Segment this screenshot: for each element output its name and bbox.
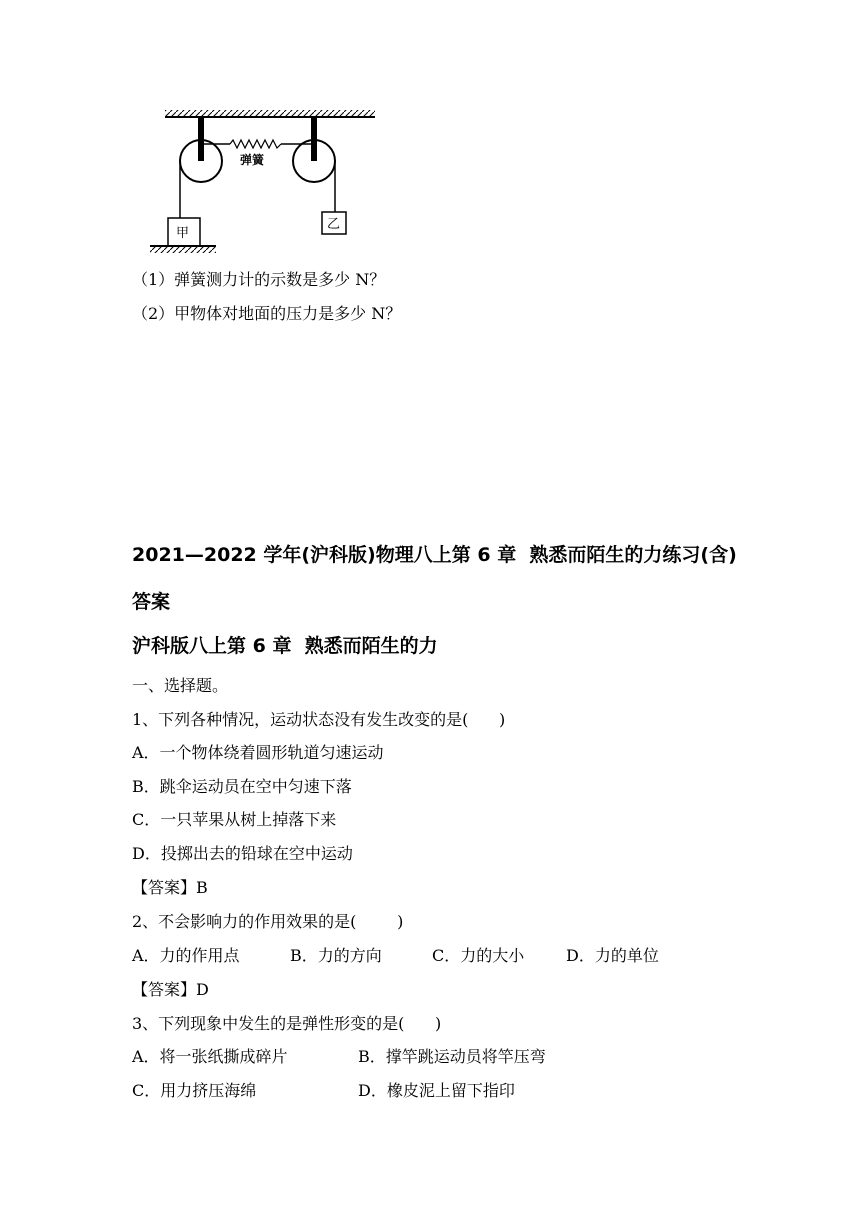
q2-option-c: C．力的大小 xyxy=(432,946,525,965)
q1-answer: 【答案】B xyxy=(132,878,208,897)
q3-stem: 3、下列现象中发生的是弹性形变的是( ) xyxy=(132,1014,442,1033)
pulley-spring-diagram xyxy=(140,100,390,260)
chapter-subtitle: 沪科版八上第 6 章 熟悉而陌生的力 xyxy=(132,635,438,657)
q1-option-b: B．跳伞运动员在空中匀速下落 xyxy=(132,777,352,796)
ceiling-hatch xyxy=(165,110,375,117)
block-yi-label: 乙 xyxy=(327,217,341,232)
q2-answer: 【答案】D xyxy=(132,980,209,999)
spring xyxy=(230,140,281,148)
q3-option-d: D．橡皮泥上留下指印 xyxy=(358,1081,515,1100)
document-title-line1: 2021—2022 学年(沪科版)物理八上第 6 章 熟悉而陌生的力练习(含) xyxy=(132,544,737,566)
q2-option-b: B．力的方向 xyxy=(290,946,382,965)
question-part-2: （2）甲物体对地面的压力是多少 N？ xyxy=(132,304,402,323)
question-part-1: （1）弹簧测力计的示数是多少 N？ xyxy=(132,270,386,289)
document-title-line2: 答案 xyxy=(132,591,171,613)
q3-option-c: C．用力挤压海绵 xyxy=(132,1081,257,1100)
q1-option-d: D．投掷出去的铅球在空中运动 xyxy=(132,844,353,863)
q1-stem: 1、下列各种情况，运动状态没有发生改变的是( ) xyxy=(132,710,506,729)
q2-stem: 2、不会影响力的作用效果的是( ) xyxy=(132,912,404,931)
q2-option-d: D．力的单位 xyxy=(566,946,659,965)
section-heading: 一、选择题。 xyxy=(132,676,229,695)
q1-option-a: A．一个物体绕着圆形轨道匀速运动 xyxy=(132,743,384,762)
ground-hatch xyxy=(150,246,216,253)
q2-option-a: A．力的作用点 xyxy=(132,946,240,965)
q3-option-b: B．撑竿跳运动员将竿压弯 xyxy=(358,1047,546,1066)
block-jia-label: 甲 xyxy=(176,226,190,241)
q3-option-a: A．将一张纸撕成碎片 xyxy=(132,1047,288,1066)
q1-option-c: C．一只苹果从树上掉落下来 xyxy=(132,810,337,829)
spring-label: 弹簧 xyxy=(240,153,265,167)
